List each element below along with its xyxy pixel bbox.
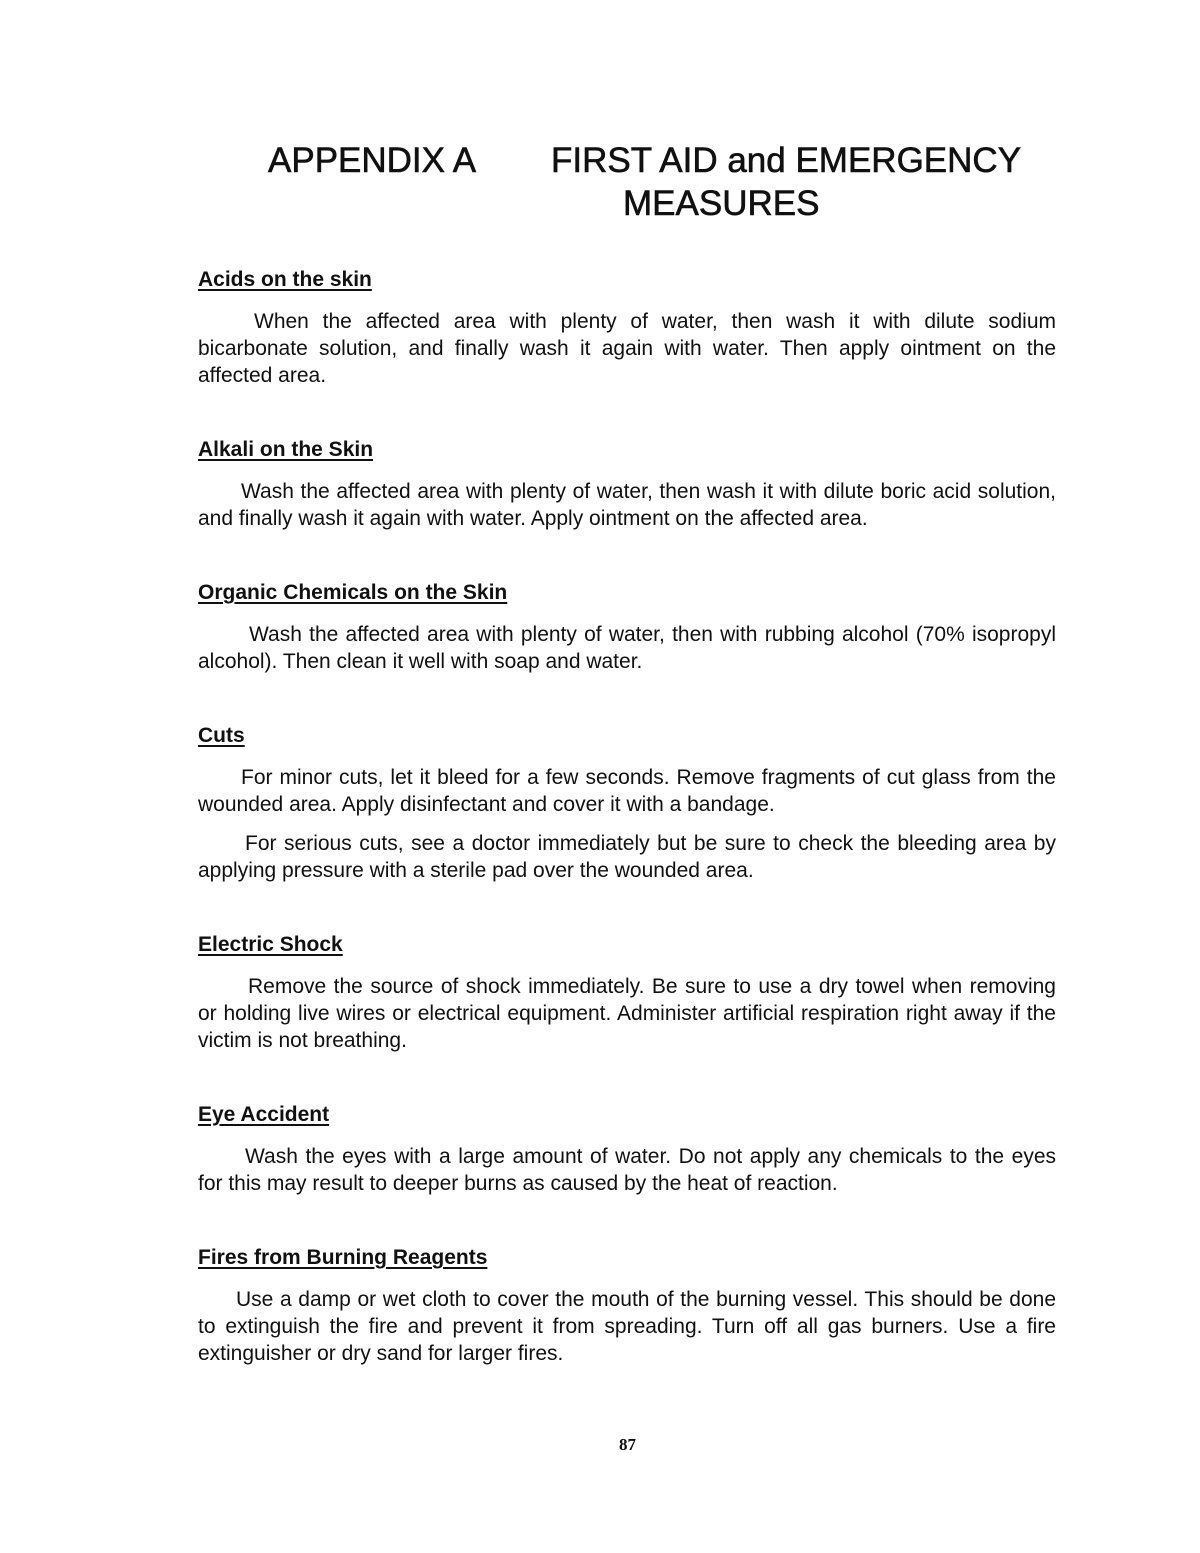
section-paragraph: Wash the affected area with plenty of water, then with rubbing alcohol (70% isopropyl alcohol). Then clean it well with soap and water. [198,623,1056,673]
section-heading: Eye Accident [198,1103,330,1126]
section-paragraph: Wash the affected area with plenty of water, then wash it with dilute boric acid solution, and finally wash it again with water. Apply ointment on the affected area. [198,480,1056,530]
section-heading: Fires from Burning Reagents [198,1246,488,1269]
section-cuts [198,722,1056,884]
appendix-title [268,140,1068,223]
section-heading: Acids on the skin [198,268,372,291]
section-fires-from-burning-reagents [198,1244,1056,1367]
section-paragraph: Remove the source of shock immediately. Be sure to use a dry towel when removing or holding live wires or electrical equipment. Administer artificial respiration right away if the victim is not breathing. [198,975,1056,1052]
section-paragraph: Wash the eyes with a large amount of water. Do not apply any chemicals to the eyes for this may result to deeper burns as caused by the heat of reaction. [198,1145,1056,1195]
appendix-heading-line1: FIRST AID and EMERGENCY [551,141,1022,180]
section-acids-on-skin [198,266,1056,389]
section-paragraph: When the affected area with plenty of water, then wash it with dilute sodium bicarbonate solution, and finally wash it again with water. Then apply ointment on the affected area. [198,310,1056,387]
section-heading: Organic Chemicals on the Skin [198,581,508,604]
section-paragraph: For minor cuts, let it bleed for a few seconds. Remove fragments of cut glass from the wounded area. Apply disinfectant and cover it with a bandage. [198,766,1056,816]
section-heading: Cuts [198,724,245,747]
section-heading: Alkali on the Skin [198,438,374,461]
section-heading: Electric Shock [198,933,343,956]
document-body [198,266,1056,1414]
appendix-title-line1 [268,140,1068,182]
page-number: 87 [619,1435,636,1454]
appendix-heading-line2: MEASURES [623,184,820,223]
section-paragraph: For serious cuts, see a doctor immediately but be sure to check the bleeding area by applying pressure with a sterile pad over the wounded area. [198,832,1056,882]
section-paragraph: Use a damp or wet cloth to cover the mouth of the burning vessel. This should be done to extinguish the fire and prevent it from spreading. Turn off all gas burners. Use a fire extinguisher or dry sand for larger fires. [198,1288,1056,1365]
section-eye-accident [198,1101,1056,1197]
section-organic-chemicals-on-skin [198,579,1056,675]
section-electric-shock [198,931,1056,1054]
section-alkali-on-skin [198,436,1056,532]
appendix-label: APPENDIX A [268,141,477,180]
